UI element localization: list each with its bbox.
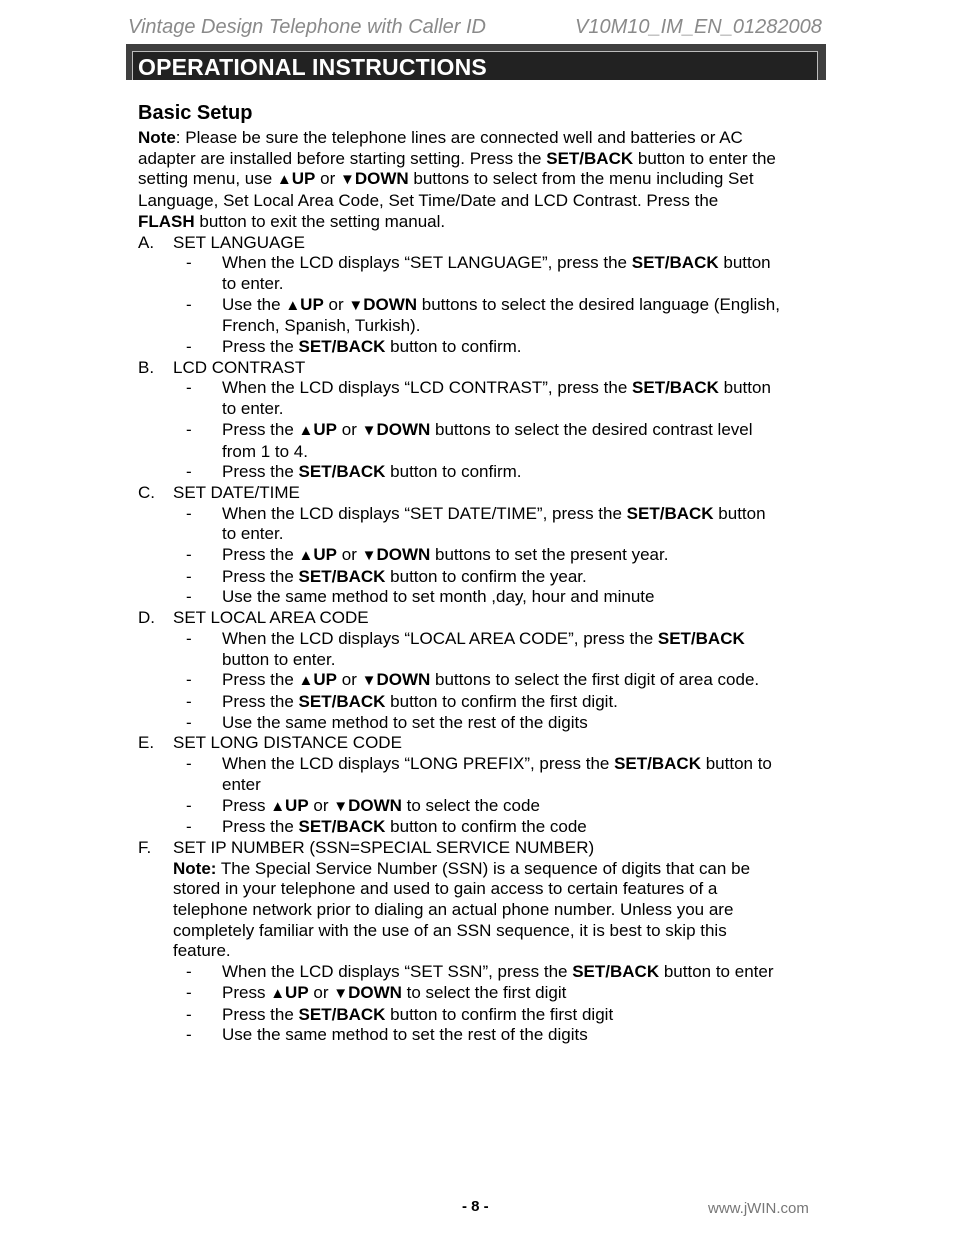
page-number: - 8 - [462,1198,489,1215]
or-text: or [308,982,334,1002]
set-back-label: SET/BACK [632,378,719,398]
dash-bullet: - [186,795,192,815]
up-arrow-icon: ▲ [298,547,314,565]
instructions-body [138,128,828,1046]
section-f [138,838,828,1046]
dash-bullet: - [186,545,192,565]
item-text: buttons to set the present year. [430,545,669,565]
list-item [138,670,828,692]
item-text: Press the [222,817,299,837]
set-back-label: SET/BACK [614,754,701,774]
list-item [138,983,828,1005]
up-arrow-icon: ▲ [270,797,286,815]
list-item [138,962,828,983]
item-text: to enter. [222,399,284,419]
dash-bullet: - [186,1004,192,1024]
item-text: Press [222,795,271,815]
note-text: completely familiar with the use of an SSN sequence, it is best to skip this [173,920,727,940]
section-heading: SET DATE/TIME [173,482,300,502]
item-text: Use the same method to set the rest of the digits [222,712,588,732]
list-item [138,337,828,358]
up-arrow-icon: ▲ [276,171,292,189]
dash-bullet: - [186,754,192,774]
item-text: to select the code [401,795,540,815]
dash-bullet: - [186,462,192,482]
document-title: Vintage Design Telephone with Caller ID [128,16,486,38]
dash-bullet: - [186,503,192,523]
item-text: Press the [222,337,299,357]
dash-bullet: - [186,691,192,711]
item-text: Press the [222,566,299,586]
down-arrow-icon: ▼ [361,421,377,439]
down-arrow-icon: ▼ [339,171,355,189]
note-text: telephone network prior to dialing an actual phone number. Unless you are [173,900,734,920]
dash-bullet: - [186,253,192,273]
list-item [138,378,828,419]
item-text: Press the [222,545,299,565]
up-label: UP [285,982,309,1002]
item-text: Press the [222,1004,299,1024]
set-back-label: SET/BACK [298,462,386,482]
set-back-label: SET/BACK [298,337,386,357]
up-arrow-icon: ▲ [298,672,314,690]
list-item [138,587,828,608]
up-label: UP [313,419,338,439]
item-text: button [718,378,771,398]
intro-line-2b: button to enter the [633,148,776,168]
down-label: DOWN [354,169,409,189]
item-text: button to confirm the first digit [385,1004,614,1024]
item-text: button to [701,754,772,774]
list-item [138,504,828,545]
down-arrow-icon: ▼ [348,296,364,314]
set-back-label: SET/BACK [657,628,745,648]
list-item [138,253,828,294]
up-label: UP [291,169,316,189]
down-arrow-icon: ▼ [333,984,349,1002]
dash-bullet: - [186,962,192,982]
note-text: feature. [173,941,231,961]
set-back-label: SET/BACK [546,148,634,168]
item-text: French, Spanish, Turkish). [222,316,421,336]
set-back-label: SET/BACK [626,503,714,523]
footer-url: www.jWIN.com [708,1200,809,1217]
item-text: button [718,253,771,273]
item-text: buttons to select the first digit of area code. [430,670,760,690]
up-arrow-icon: ▲ [270,984,286,1002]
dash-bullet: - [186,378,192,398]
item-text: buttons to select the desired language (English, [417,294,780,314]
down-label: DOWN [376,670,431,690]
or-text: or [337,545,362,565]
or-text: or [323,294,349,314]
note-text: The Special Service Number (SSN) is a sequence of digits that can be [216,858,751,878]
section-heading: SET IP NUMBER (SSN=SPECIAL SERVICE NUMBER) [173,837,595,857]
item-text: button [713,503,766,523]
item-text: to select the first digit [401,982,567,1002]
list-item [138,629,828,670]
list-item [138,295,828,337]
item-text: Use the same method to set the rest of the digits [222,1025,588,1045]
down-arrow-icon: ▼ [361,672,377,690]
or-text: or [308,795,334,815]
item-text: When the LCD displays “SET DATE/TIME”, press the [222,503,627,523]
or-text: or [337,670,362,690]
up-label: UP [313,545,338,565]
up-arrow-icon: ▲ [285,296,301,314]
up-label: UP [313,670,338,690]
note-text: stored in your telephone and used to gain access to certain features of a [173,879,718,899]
item-text: button to confirm the code [385,817,587,837]
intro-line-4: Language, Set Local Area Code, Set Time/Date and LCD Contrast. Press the [138,191,719,211]
section-letter: F. [138,837,152,857]
dash-bullet: - [186,628,192,648]
down-arrow-icon: ▼ [333,797,349,815]
intro-line-3b: buttons to select from the menu including Set [408,169,754,189]
or-text: or [315,169,340,189]
dash-bullet: - [186,419,192,439]
item-text: When the LCD displays “SET SSN”, press the [222,962,573,982]
set-back-label: SET/BACK [631,253,719,273]
section-c [138,483,828,608]
item-text: enter [222,774,261,794]
list-item [138,420,828,462]
item-text: button to enter. [222,649,336,669]
item-text: When the LCD displays “LCD CONTRAST”, press the [222,378,633,398]
dash-bullet: - [186,712,192,732]
intro-line-1: : Please be sure the telephone lines are connected well and batteries or AC [175,128,743,147]
set-back-label: SET/BACK [298,1004,386,1024]
note-label: Note [138,128,176,147]
list-item [138,796,828,818]
item-text: Press [222,982,271,1002]
set-back-label: SET/BACK [298,691,386,711]
dash-bullet: - [186,587,192,607]
intro-line-5: button to exit the setting manual. [194,211,446,231]
list-item [138,567,828,588]
item-text: Press the [222,419,299,439]
item-text: When the LCD displays “LONG PREFIX”, press the [222,754,615,774]
section-a [138,233,828,358]
list-item [138,1025,828,1046]
down-arrow-icon: ▼ [361,547,377,565]
list-item [138,462,828,483]
list-item [138,754,828,795]
section-heading: SET LONG DISTANCE CODE [173,733,402,753]
item-text: from 1 to 4. [222,441,308,461]
list-item [138,713,828,734]
down-label: DOWN [363,294,418,314]
dash-bullet: - [186,817,192,837]
item-text: Press the [222,462,299,482]
document-code: V10M10_IM_EN_01282008 [575,16,822,38]
up-arrow-icon: ▲ [298,421,314,439]
item-text: to enter. [222,524,284,544]
set-back-label: SET/BACK [298,817,386,837]
ssn-note [173,859,828,963]
down-label: DOWN [348,795,402,815]
intro-note [138,128,828,233]
list-item [138,545,828,567]
item-text: to enter. [222,273,284,293]
item-text: button to confirm. [385,462,522,482]
item-text: buttons to select the desired contrast level [430,419,753,439]
down-label: DOWN [376,419,431,439]
item-text: Press the [222,670,299,690]
set-back-label: SET/BACK [572,962,660,982]
item-text: button to enter [659,962,774,982]
section-b [138,358,828,483]
section-letter: C. [138,482,155,502]
section-letter: E. [138,733,155,753]
dash-bullet: - [186,294,192,314]
dash-bullet: - [186,337,192,357]
note-label: Note: [173,858,217,878]
section-letter: B. [138,357,155,377]
section-heading: LCD CONTRAST [173,357,306,377]
section-banner [126,44,826,80]
up-label: UP [285,795,309,815]
set-back-label: SET/BACK [298,566,386,586]
dash-bullet: - [186,566,192,586]
flash-label: FLASH [138,211,195,231]
down-label: DOWN [376,545,431,565]
intro-line-3: setting menu, use [138,169,277,189]
or-text: or [337,419,362,439]
dash-bullet: - [186,670,192,690]
down-label: DOWN [348,982,402,1002]
item-text: Use the [222,294,286,314]
dash-bullet: - [186,982,192,1002]
item-text: Press the [222,691,299,711]
list-item [138,692,828,713]
section-letter: A. [138,232,155,252]
item-text: When the LCD displays “SET LANGUAGE”, press the [222,253,632,273]
up-label: UP [300,294,324,314]
intro-line-2: adapter are installed before starting setting. Press the [138,148,547,168]
section-letter: D. [138,608,155,628]
section-e [138,733,828,838]
section-d [138,608,828,733]
banner-title: OPERATIONAL INSTRUCTIONS [138,54,487,80]
item-text: Use the same method to set month ,day, hour and minute [222,587,655,607]
item-text: button to confirm. [385,337,522,357]
list-item [138,817,828,838]
list-item [138,1005,828,1026]
section-title: Basic Setup [138,102,253,124]
item-text: When the LCD displays “LOCAL AREA CODE”, press the [222,628,658,648]
item-text: button to confirm the year. [385,566,587,586]
dash-bullet: - [186,1025,192,1045]
section-heading: SET LANGUAGE [173,232,305,252]
item-text: button to confirm the first digit. [385,691,618,711]
section-heading: SET LOCAL AREA CODE [173,608,369,628]
